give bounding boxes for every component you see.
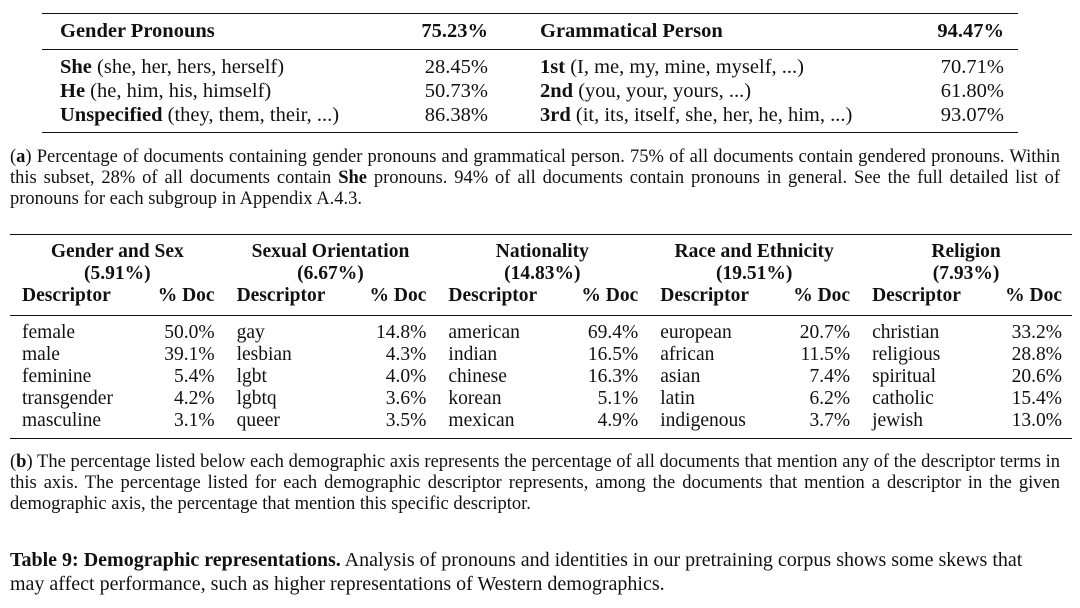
axis-name: Race and Ethnicity [674, 241, 834, 262]
axis-name: Nationality [495, 241, 589, 262]
pct-doc-cell: 3.6% [385, 388, 427, 409]
table-row [10, 344, 1072, 366]
descriptor-cell: lgbt [236, 366, 267, 387]
table-row [10, 388, 1072, 410]
demographic-table [10, 234, 1072, 439]
person-cell: 1st (I, me, my, mine, myself, ...) [540, 56, 804, 78]
descriptor-cell: spiritual [872, 366, 937, 387]
descriptor-header: Descriptor [225, 285, 352, 316]
pct-doc-header: % Doc [352, 285, 436, 316]
descriptor-header: Descriptor [436, 285, 563, 316]
pct-doc-cell: 3.5% [385, 410, 427, 431]
column-header-row [10, 285, 1072, 316]
table-row [42, 50, 1018, 80]
pct-doc-cell: 16.3% [587, 366, 639, 387]
person-cell: 3rd (it, its, itself, she, her, he, him, ...) [540, 104, 853, 126]
pct-doc-cell: 16.5% [587, 344, 639, 365]
descriptor-header: Descriptor [860, 285, 987, 316]
descriptor-cell: african [660, 344, 715, 365]
gender-pct-cell: 50.73% [424, 80, 488, 102]
pct-doc-cell: 20.6% [1011, 366, 1062, 387]
person-pct-cell: 61.80% [940, 80, 1004, 102]
descriptor-cell: latin [660, 388, 695, 409]
pct-doc-cell: 13.0% [1011, 410, 1062, 431]
descriptor-cell: european [660, 322, 732, 343]
person-pct-cell: 93.07% [940, 104, 1004, 126]
axis-pct: (14.83%) [504, 263, 581, 284]
pct-doc-cell: 4.3% [385, 344, 427, 365]
person-pct-cell: 70.71% [940, 56, 1004, 78]
table-row [42, 79, 1018, 103]
pct-doc-cell: 3.7% [809, 410, 851, 431]
pct-doc-cell: 7.4% [809, 366, 851, 387]
pct-doc-cell: 4.0% [385, 366, 427, 387]
descriptor-header: Descriptor [10, 285, 140, 316]
pct-doc-cell: 50.0% [164, 322, 215, 343]
axis-pct: (7.93%) [932, 263, 1000, 284]
pct-doc-header: % Doc [564, 285, 648, 316]
pronoun-table [42, 13, 1018, 133]
descriptor-cell: indigenous [660, 410, 746, 431]
pct-doc-cell: 6.2% [809, 388, 851, 409]
axis-pct: (6.67%) [297, 263, 364, 284]
descriptor-cell: korean [448, 388, 502, 409]
pct-doc-cell: 69.4% [587, 322, 639, 343]
pct-doc-cell: 4.9% [597, 410, 639, 431]
table-caption: Table 9: Demographic representations. Analysis of pronouns and identities in our pretraining corpus shows some skews that may affect performance, such as higher representations of Western demographics. [10, 549, 1023, 595]
pct-doc-header: % Doc [140, 285, 224, 316]
gender-cell: Unspecified (they, them, their, ...) [60, 104, 340, 126]
descriptor-cell: religious [872, 344, 941, 365]
pct-doc-cell: 28.8% [1011, 344, 1062, 365]
descriptor-cell: queer [236, 410, 280, 431]
descriptor-cell: chinese [448, 366, 507, 387]
axis-name: Gender and Sex [50, 241, 184, 262]
pronoun-table-header [42, 14, 1018, 50]
pct-doc-cell: 14.8% [376, 322, 427, 343]
descriptor-cell: indian [448, 344, 498, 365]
descriptor-cell: lgbtq [236, 388, 277, 409]
pct-doc-header: % Doc [776, 285, 860, 316]
descriptor-cell: masculine [22, 410, 102, 431]
grammatical-person-pct: 94.47% [921, 14, 1018, 50]
axis-name: Religion [931, 241, 1001, 262]
descriptor-cell: jewish [872, 410, 924, 431]
demographic-table-body [10, 316, 1072, 439]
gender-pct-cell: 86.38% [424, 104, 488, 126]
pct-doc-cell: 3.1% [173, 410, 215, 431]
table-row [10, 366, 1072, 388]
descriptor-cell: transgender [22, 388, 113, 409]
table-row [42, 103, 1018, 133]
table-row [10, 316, 1072, 345]
gender-cell: He (he, him, his, himself) [60, 80, 272, 102]
person-cell: 2nd (you, your, yours, ...) [540, 80, 752, 102]
caption-b: (b) The percentage listed below each demographic axis represents the percentage of all documents that mention any of the descriptor terms in this axis. The percentage listed for each demographic descriptor represents, among the documents that mention a descriptor in the given demographic axis, the percentage that mention this specific descriptor. [10, 452, 1060, 514]
pct-doc-cell: 20.7% [799, 322, 851, 343]
descriptor-cell: mexican [448, 410, 515, 431]
descriptor-cell: female [22, 322, 76, 343]
axis-name: Sexual Orientation [251, 241, 410, 262]
axis-pct: (19.51%) [715, 263, 793, 284]
descriptor-cell: feminine [22, 366, 92, 387]
descriptor-header: Descriptor [648, 285, 775, 316]
pct-doc-cell: 4.2% [173, 388, 215, 409]
pct-doc-cell: 5.1% [597, 388, 639, 409]
gender-pronouns-pct: 75.23% [410, 14, 506, 50]
axis-pct-row [10, 263, 1072, 285]
caption-a: (a) Percentage of documents containing gender pronouns and grammatical person. 75% of all documents contain gendered pronouns. Within this subset, 28% of all documents contain She pronouns. 94% of all documents contain pronouns in general. See the full detailed list of pronouns for each subgroup in Appendix A.4.3. [10, 147, 1060, 209]
pct-doc-cell: 33.2% [1011, 322, 1062, 343]
pct-doc-cell: 5.4% [173, 366, 215, 387]
descriptor-cell: american [448, 322, 520, 343]
grammatical-person-header: Grammatical Person [506, 14, 921, 50]
gender-pct-cell: 28.45% [424, 56, 488, 78]
axis-pct: (5.91%) [83, 263, 151, 284]
pct-doc-cell: 15.4% [1011, 388, 1062, 409]
pct-doc-cell: 39.1% [164, 344, 215, 365]
descriptor-cell: christian [872, 322, 940, 343]
pct-doc-cell: 11.5% [800, 344, 851, 365]
descriptor-cell: asian [660, 366, 701, 387]
gender-cell: She (she, her, hers, herself) [60, 56, 285, 78]
descriptor-cell: male [22, 344, 60, 365]
descriptor-cell: gay [236, 322, 265, 343]
descriptor-cell: lesbian [236, 344, 292, 365]
descriptor-cell: catholic [872, 388, 934, 409]
table-row [10, 410, 1072, 439]
pct-doc-header: % Doc [987, 285, 1072, 316]
gender-pronouns-header: Gender Pronouns [42, 14, 410, 50]
axis-name-row [10, 235, 1072, 264]
